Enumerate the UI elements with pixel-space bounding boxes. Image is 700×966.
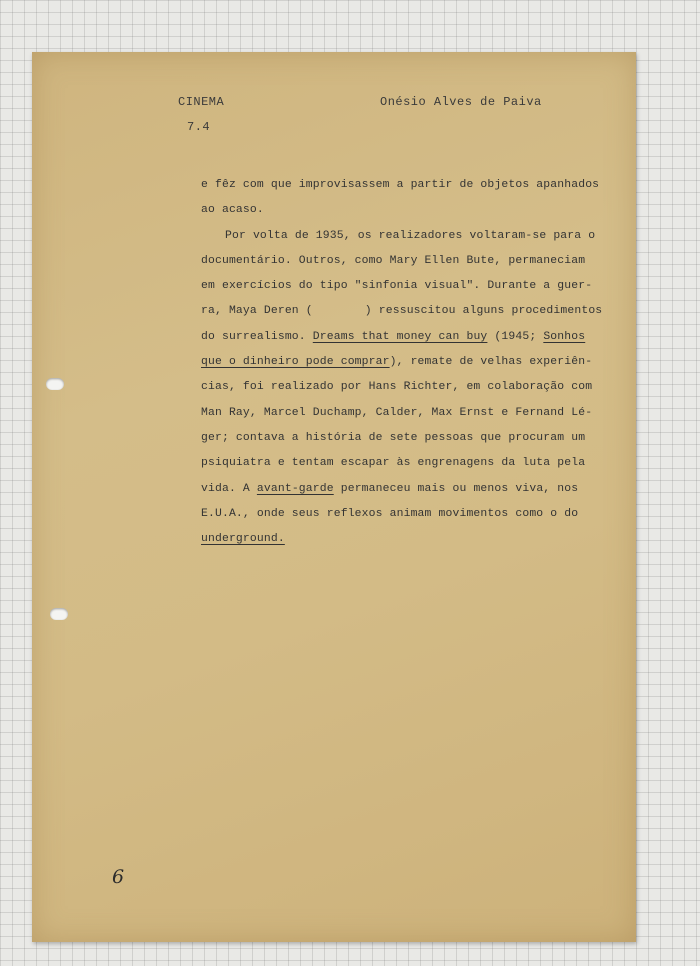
film-title-portuguese-start: Sonhos bbox=[543, 330, 586, 343]
film-title-english: Dreams that money can buy bbox=[312, 330, 488, 343]
text-line: Man Ray, Marcel Duchamp, Calder, Max Ernst e Fernand Lé- bbox=[201, 406, 593, 419]
text-line: documentário. Outros, como Mary Ellen Bute, permaneciam bbox=[201, 254, 586, 267]
body-text bbox=[201, 173, 621, 552]
avant-garde-term: avant-garde bbox=[256, 482, 334, 495]
film-title-portuguese-end: que o dinheiro pode comprar bbox=[201, 356, 390, 369]
text-line: vida. A avant-garde permaneceu mais ou menos viva, nos bbox=[201, 482, 579, 495]
text-line: E.U.A., onde seus reflexos animam movimentos como o do bbox=[201, 507, 579, 520]
author-name: Onésio Alves de Paiva bbox=[380, 95, 542, 109]
text-line: ger; contava a história de sete pessoas que procuram um bbox=[201, 431, 586, 444]
punch-hole-top bbox=[46, 378, 64, 390]
page-reference: 7.4 bbox=[187, 120, 211, 134]
text-line: do surrealismo. Dreams that money can buy (1945; Sonhos bbox=[201, 330, 586, 343]
text-line: cias, foi realizado por Hans Richter, em colaboração com bbox=[201, 381, 593, 394]
text-line: em exercícios do tipo "sinfonia visual". Durante a guer- bbox=[201, 280, 593, 293]
text-line: ao acaso. bbox=[201, 204, 264, 217]
text-line: que o dinheiro pode comprar), remate de velhas experiên- bbox=[201, 356, 593, 369]
section-title: CINEMA bbox=[178, 95, 225, 109]
underground-term: underground. bbox=[201, 533, 285, 546]
text-line: ra, Maya Deren ( ) ressuscitou alguns procedimentos bbox=[201, 305, 603, 318]
punch-hole-bottom bbox=[50, 608, 68, 620]
text-line: Por volta de 1935, os realizadores voltaram-se para o bbox=[225, 229, 596, 242]
text-line: e fêz com que improvisassem a partir de objetos apanhados bbox=[201, 179, 600, 191]
text-line: psiquiatra e tentam escapar às engrenagens da luta pela bbox=[201, 457, 586, 470]
text-line bbox=[201, 527, 621, 552]
handwritten-page-number: 6 bbox=[112, 866, 125, 888]
